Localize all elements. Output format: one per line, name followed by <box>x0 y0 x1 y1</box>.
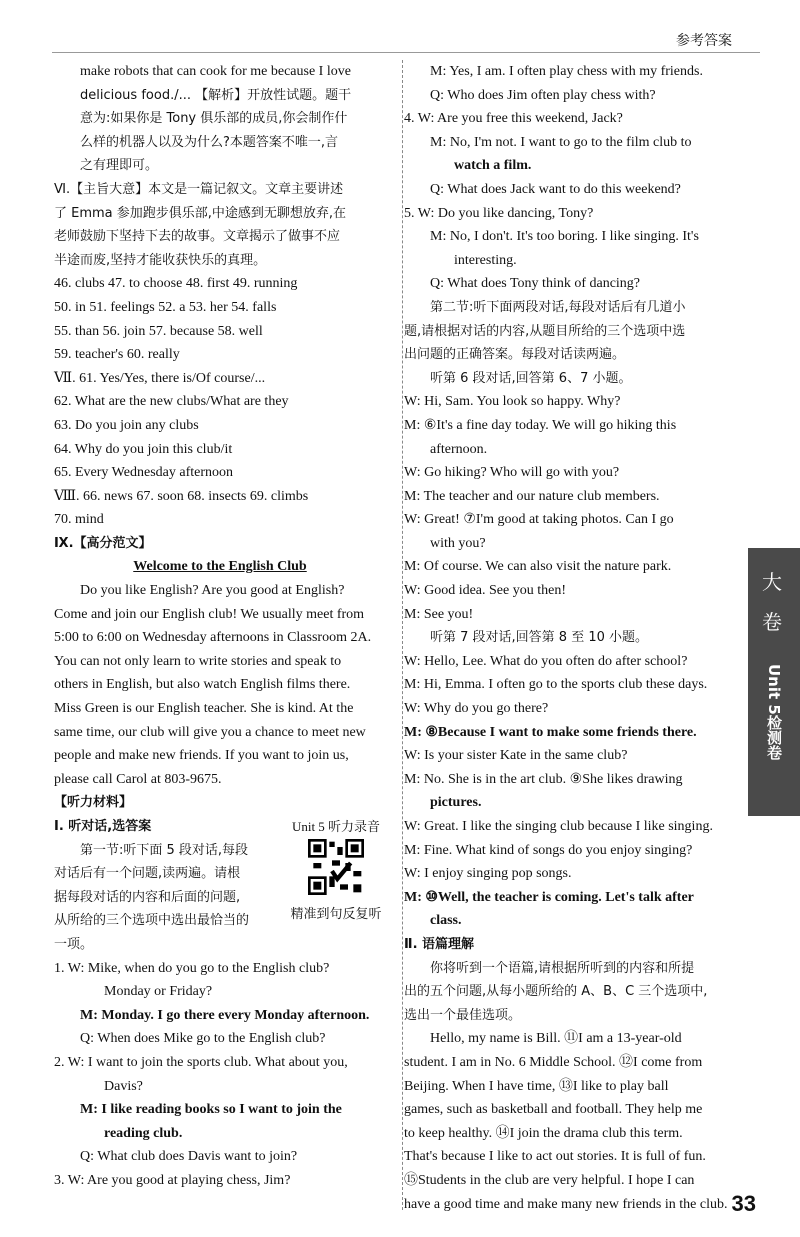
text-line: 意为:如果你是 Tony 俱乐部的成员,你会制作什 <box>80 111 348 127</box>
dialogue-line: W: Go hiking? Who will go with you? <box>404 465 620 481</box>
essay-line: Do you like English? Are you good at English? <box>80 583 345 599</box>
dialogue-line: 1. W: Mike, when do you go to the English club? <box>54 960 330 976</box>
dialogue-line: W: Great. I like the singing club because I like singing. <box>404 819 713 834</box>
essay-line: others in English, but also watch English films there. <box>54 677 351 693</box>
dialogue-line: W: Hi, Sam. You look so happy. Why? <box>404 394 621 410</box>
answer-line: 50. in 51. feelings 52. a 53. her 54. falls <box>54 299 277 315</box>
dialogue-line: Monday or Friday? <box>104 984 213 1000</box>
instruction-line: 题,请根据对话的内容,从题目所给的三个选项中选 <box>404 323 686 339</box>
answer-line: Ⅷ. 66. news 67. soon 68. insects 69. climbs <box>54 488 309 504</box>
essay-line: Miss Green is our English teacher. She is kind. At the <box>54 701 354 717</box>
summary-line: 了 Emma 参加跑步俱乐部,中途感到无聊想放弃,在 <box>54 205 347 221</box>
dialogue-line: W: I enjoy singing pop songs. <box>404 866 572 882</box>
dialogue-line: Q: What does Jack want to do this weekend? <box>430 181 681 197</box>
answer-line: 65. Every Wednesday afternoon <box>54 465 233 481</box>
summary-line: Ⅵ.【主旨大意】本文是一篇记叙文。文章主要讲述 <box>54 181 344 197</box>
instruction-line: 出问题的正确答案。每段对话读两遍。 <box>404 347 626 363</box>
text-line: make robots that can cook for me because I love <box>80 64 351 79</box>
dialogue-line: M: Yes, I am. I often play chess with my friends. <box>430 64 703 79</box>
instruction-line: 第一节:听下面 5 段对话,每段 <box>80 842 249 858</box>
header-divider <box>52 52 760 53</box>
column-divider <box>402 60 403 1210</box>
side-tab-unit: Unit 5检测卷 <box>765 664 783 760</box>
dialogue-line: M: The teacher and our nature club members. <box>404 488 660 504</box>
section-heading: Ⅱ. 语篇理解 <box>404 936 475 952</box>
text-line: 之有理即可。 <box>80 158 159 174</box>
dialogue-line: 2. W: I want to join the sports club. What about you, <box>54 1054 348 1070</box>
instruction-line: 选出一个最佳选项。 <box>404 1007 522 1023</box>
dialogue-line: Q: What does Tony think of dancing? <box>430 276 641 292</box>
instruction-line: 对话后有一个问题,读两遍。请根 <box>54 866 241 882</box>
dialogue-line: 3. W: Are you good at playing chess, Jim? <box>54 1172 291 1188</box>
dialogue-line: W: Great! ⑦I'm good at taking photos. Can I go <box>404 512 674 528</box>
answer-line: 46. clubs 47. to choose 48. first 49. running <box>54 276 298 292</box>
answer-line: 64. Why do you join this club/it <box>54 441 233 457</box>
dialogue-line: M: I like reading books so I want to join the <box>80 1102 342 1118</box>
instruction-line: 据每段对话的内容和后面的问题, <box>54 889 241 905</box>
dialogue-line: M: Fine. What kind of songs do you enjoy singing? <box>404 842 693 858</box>
essay-line: 5:00 to 6:00 on Wednesday afternoons in Classroom 2A. <box>54 630 372 646</box>
essay-title: Welcome to the English Club <box>133 559 307 575</box>
dialogue-line: reading club. <box>104 1125 183 1141</box>
section-heading: Ⅰ. 听对话,选答案 <box>54 819 152 834</box>
dialogue-line: Q: When does Mike go to the English club? <box>80 1031 326 1047</box>
dialogue-line: Q: What club does Davis want to join? <box>80 1149 298 1165</box>
dialogue-line: W: Why do you go there? <box>404 701 549 717</box>
dialogue-line: M: No, I don't. It's too boring. I like singing. It's <box>430 229 699 245</box>
section-heading: Ⅸ.【高分范文】 <box>54 535 152 551</box>
dialogue-line: 4. W: Are you free this weekend, Jack? <box>404 111 623 127</box>
dialogue-line: M: Hi, Emma. I often go to the sports club these days. <box>404 677 708 693</box>
passage-line: That's because I like to act out stories. It is full of fun. <box>404 1149 706 1165</box>
passage-line: ⑮Students in the club are very helpful. I hope I can <box>404 1172 695 1188</box>
right-column <box>404 60 740 1216</box>
header-title: 参考答案 <box>676 33 732 49</box>
essay-line: people and make new friends. If you want to join us, <box>54 748 349 764</box>
text-line: 么样的机器人以及为什么?本题答案不唯一,言 <box>80 134 339 150</box>
passage-line: games, such as basketball and football. They help me <box>404 1102 703 1118</box>
dialogue-line: W: Is your sister Kate in the same club? <box>404 748 628 764</box>
side-tab <box>748 548 800 816</box>
dialogue-line: M: Monday. I go there every Monday afternoon. <box>80 1007 370 1023</box>
instruction-line: 听第 6 段对话,回答第 6、7 小题。 <box>430 370 632 386</box>
left-column <box>54 60 386 1193</box>
answer-line: 63. Do you join any clubs <box>54 417 199 433</box>
dialogue-line: M: See you! <box>404 606 474 622</box>
passage-line: Beijing. When I have time, ⑬I like to play ball <box>404 1078 669 1094</box>
qr-caption: Unit 5 听力录音 <box>291 819 381 834</box>
dialogue-line: M: ⑩Well, the teacher is coming. Let's talk after <box>404 889 694 905</box>
essay-line: Come and join our English club! We usually meet from <box>54 606 365 622</box>
instruction-line: 听第 7 段对话,回答第 8 至 10 小题。 <box>430 630 649 646</box>
answer-line: Ⅶ. 61. Yes/Yes, there is/Of course/... <box>54 370 266 386</box>
passage-line: student. I am in No. 6 Middle School. ⑫I come from <box>404 1054 703 1070</box>
summary-line: 老师鼓励下坚持下去的故事。文章揭示了做事不应 <box>54 229 341 245</box>
dialogue-line: M: No. She is in the art club. ⑨She likes drawing <box>404 771 683 787</box>
essay-line: You can not only learn to write stories and speak to <box>54 653 342 669</box>
instruction-line: 出的五个问题,从每小题所给的 A、B、C 三个选项中, <box>404 984 708 1000</box>
essay-line: please call Carol at 803-9675. <box>54 771 222 787</box>
dialogue-line: Q: Who does Jim often play chess with? <box>430 87 656 103</box>
dialogue-line: pictures. <box>430 795 482 811</box>
instruction-line: 从所给的三个选项中选出最恰当的 <box>54 913 250 929</box>
answer-line: 70. mind <box>54 512 104 528</box>
section-heading: 【听力材料】 <box>54 795 133 811</box>
qr-block <box>286 815 386 926</box>
qr-code-icon[interactable] <box>308 839 364 895</box>
answer-line: 62. What are the new clubs/What are they <box>54 394 289 410</box>
dialogue-line: Davis? <box>104 1078 143 1094</box>
dialogue-line: M: ⑧Because I want to make some friends there. <box>404 724 697 740</box>
dialogue-line: W: Good idea. See you then! <box>404 583 566 599</box>
dialogue-line: afternoon. <box>430 441 488 457</box>
dialogue-line: class. <box>430 913 462 929</box>
dialogue-line: M: Of course. We can also visit the nature park. <box>404 559 672 575</box>
side-tab-char: 卷 <box>762 610 782 634</box>
passage-line: have a good time and make many new friends in the club. <box>404 1196 728 1212</box>
passage-line: to keep healthy. ⑭I join the drama club this term. <box>404 1125 683 1141</box>
instruction-line: 第二节:听下面两段对话,每段对话后有几道小 <box>430 299 686 315</box>
answer-line: 55. than 56. join 57. because 58. well <box>54 323 263 339</box>
dialogue-line: watch a film. <box>454 158 532 174</box>
dialogue-line: 5. W: Do you like dancing, Tony? <box>404 205 594 221</box>
answer-line: 59. teacher's 60. really <box>54 347 180 363</box>
passage-line: Hello, my name is Bill. ⑪I am a 13-year-old <box>430 1031 682 1047</box>
text-line: delicious food./... 【解析】开放性试题。题干 <box>80 87 352 103</box>
instruction-line: 你将听到一个语篇,请根据所听到的内容和所提 <box>430 960 695 976</box>
qr-caption: 精准到句反复听 <box>290 906 382 922</box>
dialogue-line: M: No, I'm not. I want to go to the film club to <box>430 134 692 150</box>
page-number: 33 <box>731 1191 756 1216</box>
side-tab-char: 大 <box>762 570 782 594</box>
summary-line: 半途而废,坚持才能收获快乐的真理。 <box>54 252 267 268</box>
instruction-line: 一项。 <box>54 936 94 952</box>
dialogue-line: W: Hello, Lee. What do you often do after school? <box>404 653 688 669</box>
dialogue-line: M: ⑥It's a fine day today. We will go hiking this <box>404 417 677 433</box>
dialogue-line: with you? <box>430 535 486 551</box>
essay-line: same time, our club will give you a chance to meet new <box>54 724 366 740</box>
dialogue-line: interesting. <box>454 252 517 268</box>
